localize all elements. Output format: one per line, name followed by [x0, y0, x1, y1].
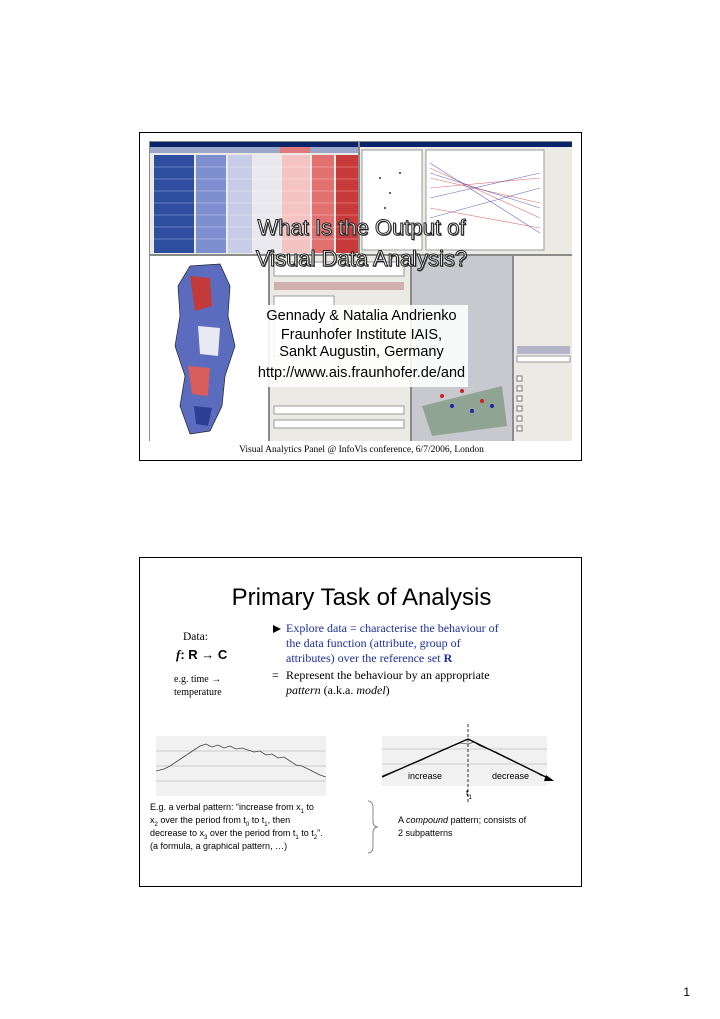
decrease-label: decrease	[492, 771, 530, 781]
example-line2: temperature	[174, 687, 222, 698]
authors: Gennady & Natalia Andrienko	[266, 308, 457, 324]
bullet1-line3: attributes) over the reference set R	[286, 651, 453, 665]
slide-primary-task	[139, 557, 582, 887]
window-titlebar	[360, 142, 572, 147]
slide-title	[139, 132, 582, 461]
bullet1-line1: Explore data = characterise the behaviour of	[286, 621, 499, 635]
slide-title-line1: What Is the Output of	[257, 215, 466, 240]
bullet1-line2: the data function (attribute, group of	[286, 636, 461, 650]
institute: Fraunhofer Institute IAIS,	[280, 327, 443, 343]
t1-label: $t_1$	[466, 788, 472, 801]
page-number: 1	[683, 985, 690, 999]
bullet2-line2: pattern (a.k.a. model)	[286, 683, 390, 697]
slide-title-line2: Visual Data Analysis?	[255, 246, 468, 271]
arrow-bullet-icon	[272, 624, 282, 634]
right-brace-icon	[366, 800, 380, 854]
function-notation: f: R → C	[176, 647, 228, 662]
url: http://www.ais.fraunhofer.de/and	[257, 365, 466, 381]
verbal-pattern-line3: decrease to $x_3$ over the period from $t_1$ to $t_2$”.	[150, 828, 323, 841]
verbal-pattern-line1: E.g. a verbal pattern: “increase from $x_1$ to	[150, 802, 314, 815]
compound-pattern-line1: A compound pattern; consists of	[398, 815, 527, 825]
temperature-line-chart	[156, 736, 326, 796]
verbal-pattern-line2: $x_2$ over the period from $t_0$ to $t_1$, then	[150, 815, 291, 828]
increase-label: increase	[408, 771, 443, 781]
screenshot-collage	[149, 141, 572, 441]
compound-pattern-line2: 2 subpatterns	[398, 828, 453, 838]
bullet2-line1: Represent the behaviour by an appropriate	[286, 668, 490, 682]
footer-caption: Visual Analytics Panel @ InfoVis conference, 6/7/2006, London	[239, 445, 484, 455]
equals-bullet: =	[272, 668, 279, 682]
example-line1: e.g. time →	[174, 674, 222, 685]
location: Sankt Augustin, Germany	[279, 344, 444, 360]
verbal-pattern-line4: (a formula, a graphical pattern, …)	[150, 841, 288, 851]
data-label: Data:	[183, 631, 208, 643]
slide-title: Primary Task of Analysis	[231, 584, 492, 611]
